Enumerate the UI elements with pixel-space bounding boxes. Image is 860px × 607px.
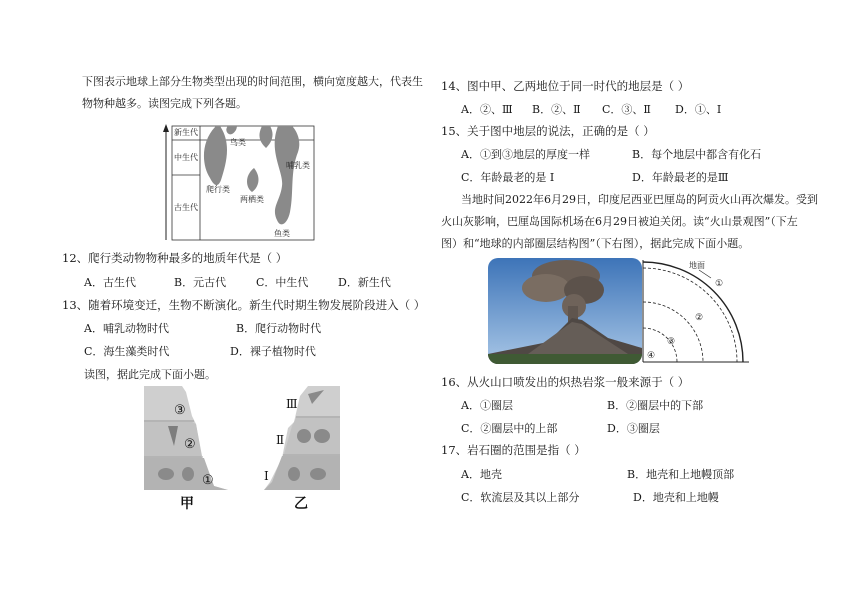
era-paleozoic: 古生代 — [174, 203, 198, 212]
q15-option-c: C．年龄最老的是 Ⅰ — [461, 171, 555, 184]
fossil-trilobite-icon — [182, 467, 194, 481]
q16-option-d: D．③圈层 — [607, 422, 660, 435]
amphibian-shape — [247, 168, 258, 192]
q14-stem: 14、图中甲、乙两地位于同一时代的地层是（ ） — [441, 79, 690, 93]
layer-1-label: ① — [202, 473, 214, 488]
layer-III-label: Ⅲ — [286, 397, 298, 411]
q12-option-a: A．古生代 — [84, 276, 136, 289]
q16-option-c: C．②圈层中的上部 — [461, 422, 558, 435]
q17-stem: 17、岩石圈的范围是指（ ） — [441, 443, 586, 457]
era-cenozoic: 新生代 — [174, 128, 198, 137]
label-birds: 鸟类 — [230, 138, 246, 147]
label-amphibians: 两栖类 — [240, 195, 264, 204]
volcano-photo — [488, 258, 642, 364]
strata-figure — [144, 386, 340, 514]
layer-I-label: Ⅰ — [264, 469, 269, 483]
label-fish: 鱼类 — [274, 229, 290, 238]
q12-option-d: D．新生代 — [338, 276, 391, 289]
q15-option-a: A．①到③地层的厚度一样 — [461, 148, 590, 161]
label-mammals: 哺乳类 — [286, 161, 310, 170]
q14-option-c: C．③、Ⅱ — [602, 103, 651, 116]
layer-circle-4: ④ — [647, 351, 656, 361]
q14-option-d: D．①、Ⅰ — [675, 103, 722, 116]
species-range-figure — [158, 122, 316, 242]
q17-option-c: C．软流层及其以上部分 — [461, 491, 580, 504]
ground-label: 地面 — [689, 261, 705, 270]
fossil-shell-icon-right — [314, 429, 330, 443]
q13-option-a: A．哺乳动物时代 — [84, 322, 169, 335]
q16-stem: 16、从火山口喷发出的炽热岩浆一般来源于（ ） — [441, 375, 690, 389]
fossil-shell-icon — [158, 468, 174, 480]
layer-3-label: ③ — [174, 403, 186, 418]
q12-option-c: C．中生代 — [256, 276, 309, 289]
layer-2-label: ② — [184, 437, 196, 452]
fossil-shell-icon-bottom — [310, 468, 326, 480]
passage-line-1: 当地时间2022年6月29日，印度尼西亚巴厘岛的阿贡火山再次爆发。受到 — [461, 193, 818, 206]
q12-stem: 12、爬行类动物物种最多的地质年代是（ ） — [62, 251, 288, 265]
layer-circle-1: ① — [715, 279, 724, 289]
earth-structure-figure — [641, 258, 751, 364]
layer-circle-3: ③ — [667, 337, 676, 347]
q15-option-b: B．每个地层中都含有化石 — [632, 148, 762, 161]
site-yi-label: 乙 — [294, 496, 308, 512]
reptile-shape — [204, 126, 227, 185]
q13-option-b: B．爬行动物时代 — [236, 322, 322, 335]
q13-option-d: D．裸子植物时代 — [230, 345, 316, 358]
q16-option-b: B．②圈层中的下部 — [607, 399, 704, 412]
q13-stem: 13、随着环境变迁，生物不断演化。新生代时期生物发展阶段进入（ ） — [62, 298, 426, 312]
fossil-trilobite-icon-bottom — [288, 467, 300, 481]
q13-option-c: C．海生藻类时代 — [84, 345, 170, 358]
layer-II-label: Ⅱ — [276, 433, 285, 447]
label-reptiles: 爬行类 — [206, 185, 230, 194]
read-instruction: 读图，据此完成下面小题。 — [84, 368, 216, 381]
q16-option-a: A．①圈层 — [461, 399, 513, 412]
q12-option-b: B．元古代 — [174, 276, 227, 289]
q17-option-a: A．地壳 — [461, 468, 502, 481]
q15-stem: 15、关于图中地层的说法，正确的是（ ） — [441, 124, 655, 138]
q15-option-d: D．年龄最老的是Ⅲ — [632, 171, 729, 184]
mammal-shape — [259, 126, 272, 148]
site-jia-label: 甲 — [180, 496, 194, 512]
bird-shape — [226, 126, 236, 134]
fossil-trilobite-icon-right — [297, 429, 311, 443]
fish-shape — [275, 126, 300, 224]
q17-option-d: D．地壳和上地幔 — [633, 491, 719, 504]
q14-option-b: B．②、Ⅱ — [532, 103, 581, 116]
layer-circle-2: ② — [695, 313, 704, 323]
q14-option-a: A．②、Ⅲ — [461, 103, 513, 116]
era-mesozoic: 中生代 — [174, 153, 198, 162]
q17-option-b: B．地壳和上地幔顶部 — [627, 468, 735, 481]
passage-line-3: 图）和“地球的内部圈层结构图”（下右图），据此完成下面小题。 — [441, 237, 750, 250]
passage-line-2: 火山灰影响，巴厘岛国际机场在6月29日被迫关闭。读“火山景观图”（下左 — [441, 215, 798, 228]
intro-paragraph: 下图表示地球上部分生物类型出现的时间范围，横向宽度越大，代表生物物种越多。读图完成下列各题。 — [82, 75, 423, 110]
